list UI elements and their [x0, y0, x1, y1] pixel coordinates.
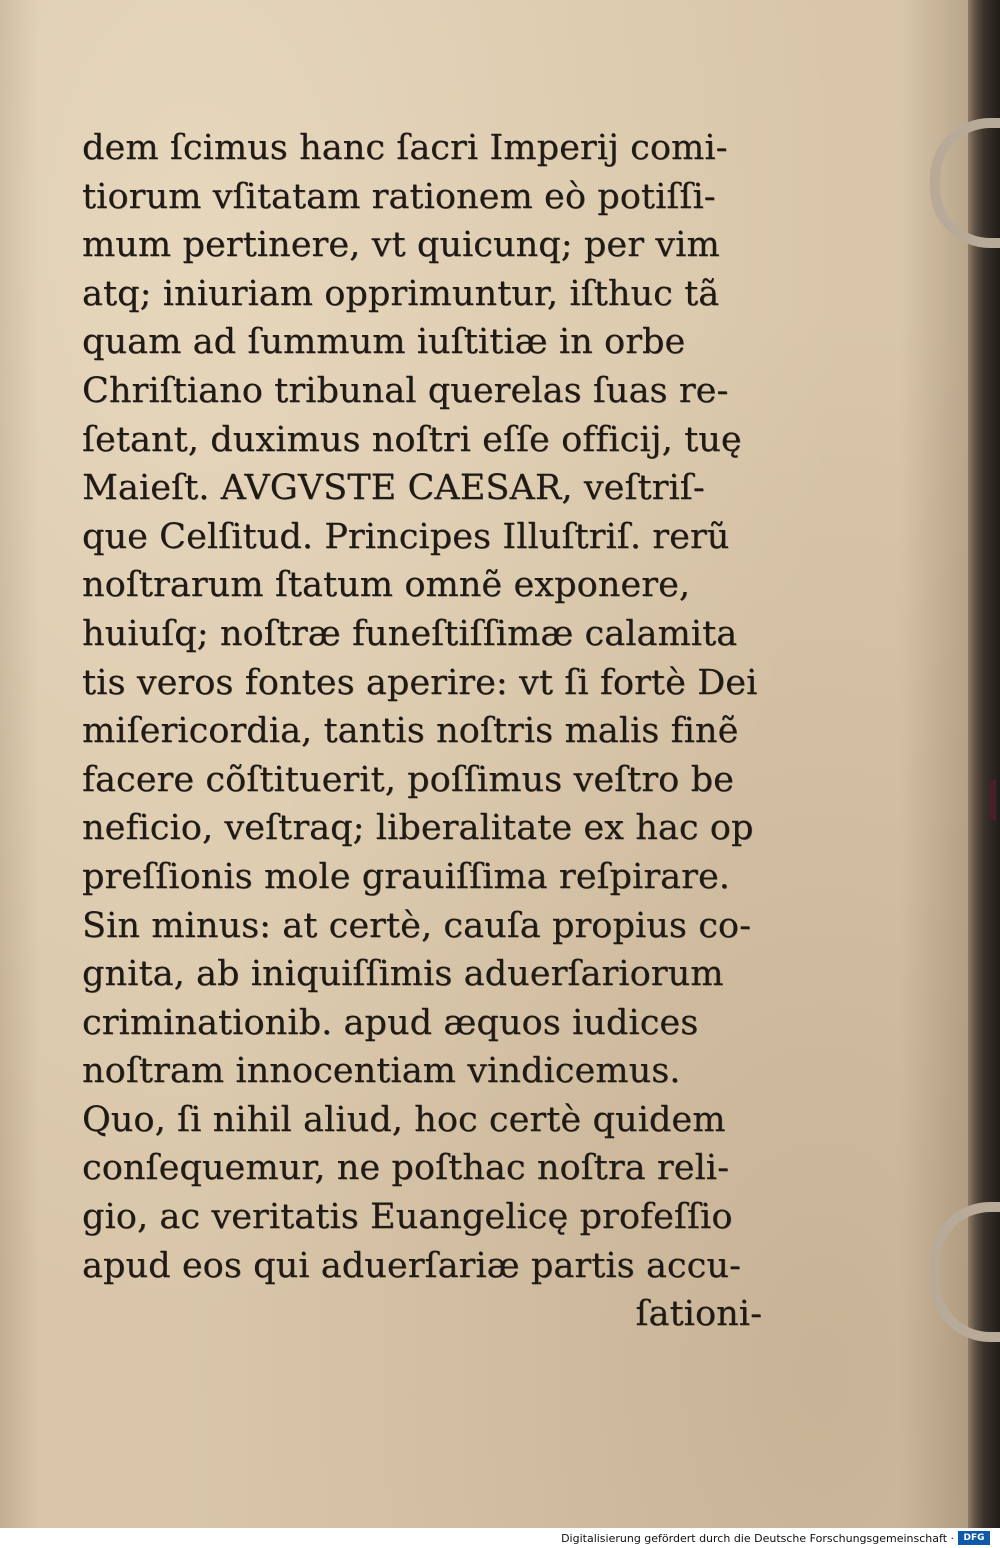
text-line: Maieſt. AVGVSTE CAESAR, veſtriſ- [82, 468, 705, 509]
text-line: dem ſcimus hanc ſacri Imperij comi- [82, 128, 728, 168]
dfg-logo: DFG [958, 1531, 990, 1545]
text-line: facere cõſtituerit, poſſimus veſtro be [82, 759, 734, 800]
text-line: ſetant, duximus noſtri eſſe officij, tuę [82, 419, 742, 460]
text-line: noſtrarum ſtatum omnẽ exponere, [82, 565, 691, 606]
text-line: Sin minus: at certè, cauſa propius co- [82, 905, 752, 946]
text-line: tis veros fontes aperire: vt ſi fortè Dei [82, 662, 758, 703]
text-line: conſequemur, ne poſthac noſtra reli- [82, 1148, 730, 1189]
text-line: Quo, ſi nihil aliud, hoc certè quidem [82, 1099, 726, 1140]
text-line: Chriſtiano tribunal querelas ſuas re- [82, 370, 729, 411]
text-line: noſtram innocentiam vindicemus. [82, 1051, 681, 1092]
ribbon-mark [990, 780, 996, 820]
text-line: gio, ac veritatis Euangelicę profeſſio [82, 1197, 733, 1238]
text-line: neficio, veſtraq; liberalitate ex hac op [82, 808, 754, 849]
text-line: que Celſitud. Principes Illuſtriſ. rerũ [82, 516, 730, 557]
funding-credit: Digitalisierung gefördert durch die Deutsche Forschungsgemeinschaft · [561, 1532, 954, 1545]
text-line: apud eos qui aduerſariæ partis accu- [82, 1245, 741, 1286]
text-line: miſericordia, tantis noſtris malis finẽ [82, 711, 739, 752]
catchword: ſationi- [635, 1294, 762, 1335]
text-line: mum pertinere, vt quicunq; per vim [82, 225, 720, 266]
text-line: criminationib. apud æquos iudices [82, 1002, 699, 1043]
text-line: gnita, ab iniquiſſimis aduerſariorum [82, 954, 724, 995]
text-line: tiorum vſitatam rationem eò potiſſi- [82, 176, 716, 217]
text-line: quam ad ſummum iuſtitiæ in orbe [82, 322, 686, 363]
text-block [82, 124, 762, 1339]
text-line: huiuſq; noſtræ funeſtiſſimæ calamita [82, 613, 738, 654]
text-line: preſſionis mole grauiſſima reſpirare. [82, 856, 731, 897]
text-line: atq; iniuriam opprimuntur, iſthuc tã [82, 273, 720, 314]
